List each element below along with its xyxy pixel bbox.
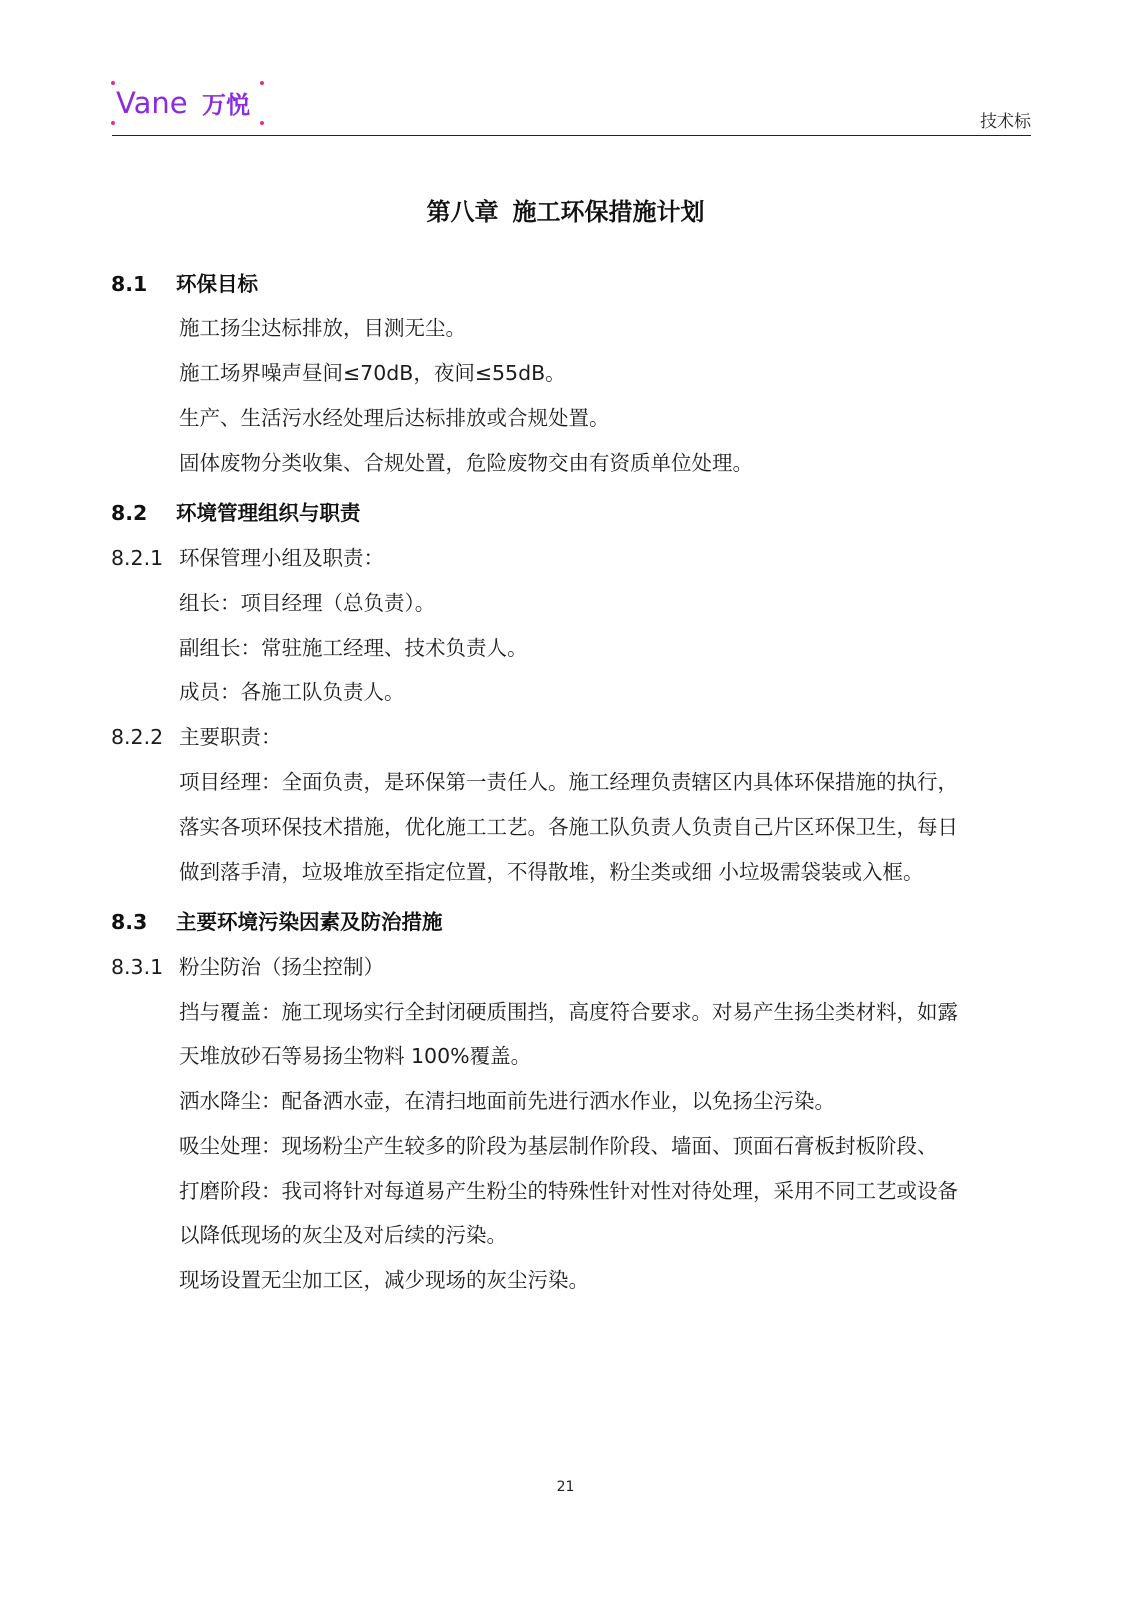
subsection-heading: 环保管理小组及职责： — [179, 546, 384, 570]
subsection-heading: 粉尘防治（扬尘控制） — [179, 955, 384, 979]
paragraph-line: 做到落手清，垃圾堆放至指定位置，不得散堆，粉尘类或细 小垃圾需袋装或入框。 — [179, 860, 924, 884]
section-heading: 环保目标 — [176, 272, 258, 296]
chapter-title — [0, 192, 1131, 227]
subsection-number: 8.2.2 — [111, 725, 164, 749]
doc-type-label: 技术标 — [980, 112, 1031, 132]
paragraph-line: 落实各项环保技术措施，优化施工工艺。各施工队负责人负责自己片区环保卫生，每日 — [179, 815, 958, 839]
paragraph-line: 洒水降尘：配备洒水壶，在清扫地面前先进行洒水作业，以免扬尘污染。 — [179, 1089, 835, 1113]
header-divider — [112, 135, 1031, 136]
logo-text-cn: 万悦 — [202, 91, 250, 119]
section-number: 8.1 — [111, 272, 148, 296]
chapter-name: 施工环保措施计划 — [512, 198, 705, 226]
section-heading: 主要环境污染因素及防治措施 — [176, 910, 443, 934]
paragraph-line: 以降低现场的灰尘及对后续的污染。 — [179, 1223, 507, 1247]
paragraph-line: 施工场界噪声昼间≤70dB，夜间≤55dB。 — [179, 361, 566, 385]
paragraph-line: 项目经理：全面负责，是环保第一责任人。施工经理负责辖区内具体环保措施的执行， — [179, 770, 958, 794]
section-heading: 环境管理组织与职责 — [176, 501, 361, 525]
chapter-number: 第八章 — [426, 198, 499, 226]
paragraph-line: 现场设置无尘加工区，减少现场的灰尘污染。 — [179, 1268, 589, 1292]
paragraph-line: 天堆放砂石等易扬尘物料 100%覆盖。 — [179, 1044, 532, 1068]
paragraph-line: 成员：各施工队负责人。 — [179, 680, 405, 704]
subsection-number: 8.3.1 — [111, 955, 164, 979]
page-number: 21 — [556, 1479, 575, 1495]
paragraph-line: 挡与覆盖：施工现场实行全封闭硬质围挡，高度符合要求。对易产生扬尘类材料，如露 — [179, 1000, 958, 1024]
paragraph-line: 副组长：常驻施工经理、技术负责人。 — [179, 636, 528, 660]
paragraph-line: 固体废物分类收集、合规处置，危险废物交由有资质单位处理。 — [179, 451, 753, 475]
section-number: 8.2 — [111, 501, 148, 525]
paragraph-line: 吸尘处理：现场粉尘产生较多的阶段为基层制作阶段、墙面、顶面石膏板封板阶段、 — [179, 1134, 938, 1158]
section-number: 8.3 — [111, 910, 148, 934]
paragraph-line: 施工扬尘达标排放，目测无尘。 — [179, 316, 466, 340]
paragraph-line: 生产、生活污水经处理后达标排放或合规处置。 — [179, 406, 610, 430]
paragraph-line: 组长：项目经理（总负责）。 — [179, 591, 436, 615]
subsection-heading: 主要职责： — [179, 725, 282, 749]
vane-logo — [110, 80, 266, 126]
paragraph-line: 打磨阶段：我司将针对每道易产生粉尘的特殊性针对性对待处理，采用不同工艺或设备 — [179, 1179, 958, 1203]
logo-text-en: Vane — [116, 86, 188, 120]
subsection-number: 8.2.1 — [111, 546, 164, 570]
